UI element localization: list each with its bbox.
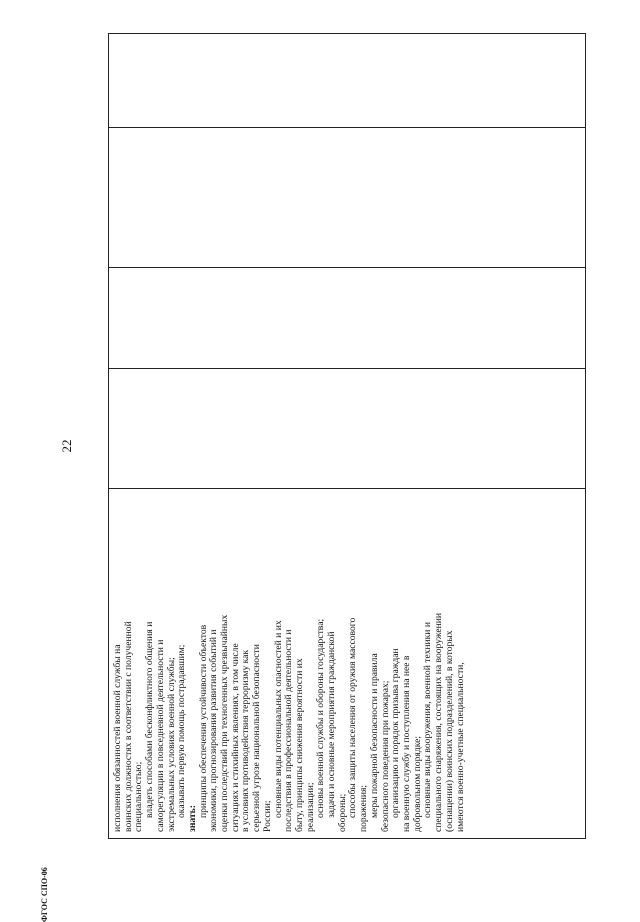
table-cell-content [109,489,587,838]
text-line: поражения; [358,784,370,832]
text-line: на военную службу и поступления на нее в [400,655,412,832]
text-line: специального снаряжения, состоящих на вооружении [433,612,445,832]
text-line: оказывать первую помощь пострадавшим; [176,644,188,818]
text-line: основные виды вооружения, военной техники и [422,622,434,818]
text-line: обороны; [336,793,348,832]
text-line: экономики, прогнозирования развития событий и [208,629,220,832]
text-line: быту, принципы снижения вероятности их [293,658,305,832]
table-row-divider [109,127,585,128]
text-line: организацию и порядок призыва граждан [390,648,402,818]
table-row-divider [109,368,585,369]
text-line: реализации; [304,782,316,832]
text-line: (оснащении) воинских подразделений, в которых [443,630,455,832]
requirements-text [109,489,587,838]
text-line: специальностью; [133,761,145,832]
text-line: основы военной службы и обороны государства; [315,618,327,818]
text-line: задачи и основные мероприятия гражданской [326,631,338,818]
text-line: принципы обеспечения устойчивости объектов [197,624,209,818]
text-line: добровольном порядке; [411,735,423,832]
text-line: основные виды потенциальных опасностей и их [272,620,284,818]
text-line: России; [261,800,273,832]
text-line: воинских должностях в соответствии с полученной [122,621,134,832]
text-line: последствия в профессиональной деятельности и [283,629,295,832]
text-line: знать: [186,805,198,832]
text-line: саморегуляции в повседневной деятельности и [154,639,166,832]
text-line: владеть способами бесконфликтного общения и [144,621,156,818]
text-line: оценки последствий при техногенных чрезвычайных [219,614,231,832]
document-code: ФГОС СПО-06 [40,867,49,922]
text-line: серьезной угрозе национальной безопасности [251,644,263,832]
text-line: экстремальных условиях военной службы; [165,657,177,832]
text-line: имеются военно-учетные специальности, [454,662,466,832]
page-number: 22 [59,439,74,453]
text-line: способы защиты населения от оружия массового [347,617,359,818]
text-line: в условиях противодействия терроризму как [240,649,252,832]
text-line: меры пожарной безопасности и правила [368,653,380,818]
text-line: исполнения обязанностей военной службы на [112,644,123,832]
table-row-divider [109,267,585,268]
competence-table [108,33,586,839]
text-line: ситуациях и стихийных явлениях, в том числе [229,643,241,832]
text-line: безопасного поведения при пожарах; [379,680,391,832]
